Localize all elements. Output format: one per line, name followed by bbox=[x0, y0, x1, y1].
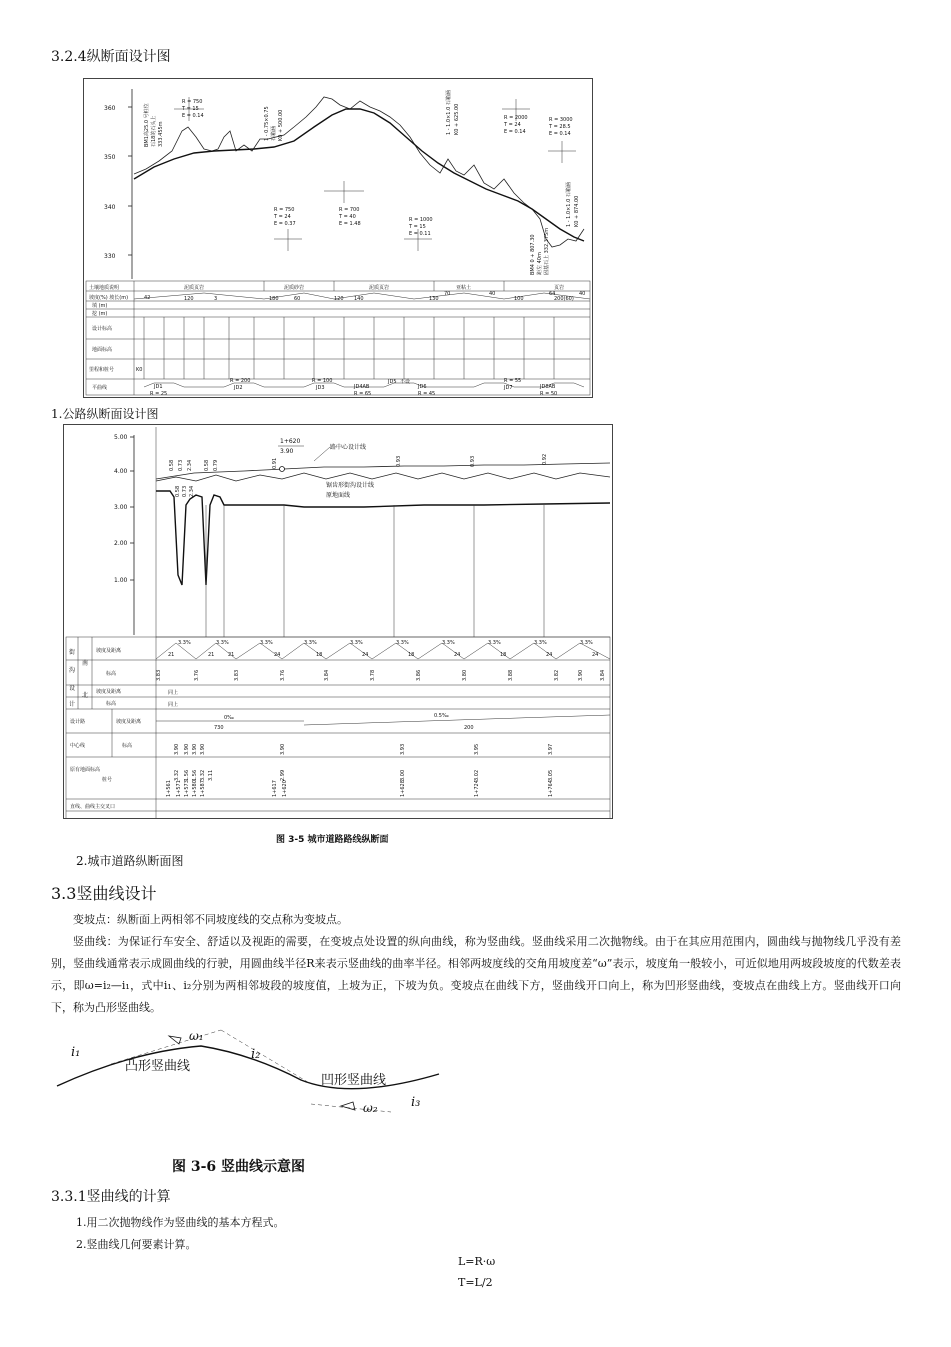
svg-text:JD7: JD7 bbox=[504, 385, 513, 391]
svg-text:0.73: 0.73 bbox=[178, 459, 184, 471]
svg-text:标高: 标高 bbox=[122, 743, 133, 749]
svg-text:南: 南 bbox=[82, 660, 89, 667]
svg-text:挖 (m): 挖 (m) bbox=[92, 311, 108, 317]
svg-text:沟: 沟 bbox=[69, 667, 76, 674]
svg-text:中心线: 中心线 bbox=[70, 743, 86, 749]
svg-text:1+561: 1+561 bbox=[166, 780, 172, 797]
svg-text:2.00: 2.00 bbox=[114, 540, 128, 547]
svg-text:BM4 0 + 807.30: BM4 0 + 807.30 bbox=[530, 234, 536, 275]
svg-text:石箱涵: 石箱涵 bbox=[271, 125, 277, 141]
svg-text:2.34: 2.34 bbox=[189, 485, 195, 497]
paragraph-vertical-curve: 竖曲线：为保证行车安全、舒适以及视距的需要，在变坡点处设置的纵向曲线，称为竖曲线。竖曲线采用二次抛物线。由于在其应用范围内，圆曲线与抛物线几乎没有差别，竖曲线通常表示成圆曲线的行驶，用圆曲线半径R来表示竖曲线的曲率半径。相邻两坡度线的交角用坡度差“ω”表示，坡度角一般较小，可近似地用两坡段坡度的代数差表示，即ω=i₂—i₁，式中i₁、i₂分别为两相邻坡段的坡度值，上坡为正，下坡为负。变坡点在曲线下方，竖曲线开口向上，称为凹形竖曲线，变坡点在曲线上方。竖曲线开口向下，称为凸形竖曲线。 bbox=[51, 935, 901, 1014]
svg-text:0.58: 0.58 bbox=[175, 485, 181, 497]
svg-text:180: 180 bbox=[269, 296, 279, 302]
svg-text:设计标高: 设计标高 bbox=[92, 326, 113, 332]
svg-text:标高: 标高 bbox=[106, 701, 117, 707]
svg-text:E = 0.14: E = 0.14 bbox=[504, 129, 526, 135]
svg-text:1 - 1.0×1.0 石箱涵: 1 - 1.0×1.0 石箱涵 bbox=[566, 182, 572, 227]
stake-start: K0 bbox=[136, 367, 143, 373]
svg-text:T = 15: T = 15 bbox=[409, 224, 426, 230]
y-tick: 340 bbox=[104, 204, 116, 211]
svg-text:3.90: 3.90 bbox=[174, 743, 180, 755]
svg-text:R = 1000: R = 1000 bbox=[409, 217, 433, 223]
number-columns bbox=[144, 317, 554, 379]
svg-text:泥质页岩: 泥质页岩 bbox=[369, 285, 390, 291]
center-len-2: 200 bbox=[464, 725, 474, 731]
svg-text:JD4AB: JD4AB bbox=[354, 384, 370, 390]
i1-label: i₁ bbox=[71, 1045, 81, 1060]
svg-text:R = 45: R = 45 bbox=[418, 391, 436, 397]
svg-text:3.3%: 3.3% bbox=[396, 640, 409, 646]
svg-text:亚粘土: 亚粘土 bbox=[456, 285, 472, 291]
center-group-label: 设计路 bbox=[70, 719, 86, 725]
svg-text:T = 40: T = 40 bbox=[339, 214, 356, 220]
gutter-design-line bbox=[156, 473, 610, 481]
svg-text:JD1: JD1 bbox=[154, 384, 163, 390]
svg-text:T = 15: T = 15 bbox=[182, 106, 199, 112]
svg-text:3.3%: 3.3% bbox=[442, 640, 455, 646]
y-tick: 330 bbox=[104, 253, 116, 260]
svg-text:JD8AB: JD8AB bbox=[540, 384, 556, 390]
item-1: 1.用二次抛物线作为竖曲线的基本方程式。 bbox=[76, 1216, 285, 1229]
svg-text:3.90: 3.90 bbox=[280, 743, 286, 755]
svg-text:1+573: 1+573 bbox=[184, 780, 190, 797]
svg-text:路中心设计线: 路中心设计线 bbox=[330, 444, 367, 451]
svg-text:3.3%: 3.3% bbox=[350, 640, 363, 646]
svg-text:3.82: 3.82 bbox=[554, 669, 560, 681]
svg-text:R = 50: R = 50 bbox=[540, 391, 558, 397]
svg-text:3.90: 3.90 bbox=[578, 669, 584, 681]
svg-text:40: 40 bbox=[579, 291, 586, 297]
svg-text:1+587: 1+587 bbox=[200, 780, 206, 797]
convex-label: 凸形竖曲线 bbox=[125, 1059, 191, 1074]
svg-text:1+617: 1+617 bbox=[272, 780, 278, 797]
svg-text:3.3%: 3.3% bbox=[260, 640, 273, 646]
svg-text:BM1高25.0 号桩位: BM1高25.0 号桩位 bbox=[144, 103, 150, 147]
svg-text:24: 24 bbox=[454, 652, 461, 658]
svg-text:120: 120 bbox=[334, 296, 344, 302]
svg-text:3.78: 3.78 bbox=[370, 669, 376, 681]
svg-text:2.34: 2.34 bbox=[187, 459, 193, 471]
station-value: 3.90 bbox=[280, 448, 294, 455]
svg-text:1.00: 1.00 bbox=[114, 577, 128, 584]
svg-text:0.93: 0.93 bbox=[396, 455, 402, 467]
south-elevations bbox=[156, 670, 606, 681]
svg-text:21: 21 bbox=[208, 652, 215, 658]
svg-text:24: 24 bbox=[362, 652, 369, 658]
svg-text:T = 28.5: T = 28.5 bbox=[549, 124, 571, 130]
svg-text:70: 70 bbox=[444, 291, 451, 297]
svg-text:3.3%: 3.3% bbox=[216, 640, 229, 646]
y-tick: 350 bbox=[104, 154, 116, 161]
item-2: 2.竖曲线几何要素计算。 bbox=[76, 1238, 197, 1251]
svg-text:333.455m: 333.455m bbox=[158, 121, 164, 147]
plan-curve-row bbox=[144, 378, 584, 397]
svg-text:3: 3 bbox=[214, 296, 218, 302]
svg-text:里程和桩号: 里程和桩号 bbox=[89, 367, 115, 373]
w2-label: ω₂ bbox=[363, 1101, 378, 1115]
svg-text:R = 700: R = 700 bbox=[339, 207, 360, 213]
svg-text:平曲线: 平曲线 bbox=[92, 385, 108, 391]
svg-text:页岩: 页岩 bbox=[554, 285, 565, 291]
fig2-title: 图 3-5 城市道路路线纵断面 bbox=[276, 835, 389, 845]
svg-text:3.3%: 3.3% bbox=[534, 640, 547, 646]
fig36-caption: 图 3-6 竖曲线示意图 bbox=[172, 1159, 306, 1175]
svg-text:3.76: 3.76 bbox=[280, 669, 286, 681]
inner-values bbox=[175, 486, 195, 497]
row-labels bbox=[89, 284, 128, 391]
svg-text:200(60): 200(60) bbox=[554, 296, 574, 302]
svg-text:固基石上 332.375m: 固基石上 332.375m bbox=[544, 227, 550, 275]
svg-text:24: 24 bbox=[592, 652, 599, 658]
svg-text:3.3%: 3.3% bbox=[304, 640, 317, 646]
fig1-caption: 1.公路纵断面设计图 bbox=[51, 407, 159, 421]
vertical-curve-diagram bbox=[51, 1024, 451, 1134]
svg-text:JD6: JD6 bbox=[418, 384, 427, 390]
svg-text:填 (m): 填 (m) bbox=[92, 303, 108, 309]
highway-profile-figure bbox=[83, 78, 593, 398]
svg-text:1 - 1.0×1.0 石箱涵: 1 - 1.0×1.0 石箱涵 bbox=[446, 90, 452, 135]
svg-text:K0 + 500.00: K0 + 500.00 bbox=[278, 109, 284, 141]
svg-text:JD5: JD5 bbox=[388, 379, 397, 385]
section-title-3-2-4: 3.2.4纵断面设计图 bbox=[51, 49, 171, 65]
i2-label: i₂ bbox=[251, 1047, 261, 1062]
svg-text:18: 18 bbox=[408, 652, 415, 658]
svg-text:街: 街 bbox=[69, 649, 76, 656]
svg-text:3.80: 3.80 bbox=[462, 669, 468, 681]
svg-text:原有地面标高: 原有地面标高 bbox=[70, 767, 101, 773]
center-grade-1: 0‰ bbox=[224, 715, 234, 721]
svg-text:3.88: 3.88 bbox=[508, 669, 514, 681]
svg-text:0.93: 0.93 bbox=[470, 455, 476, 467]
svg-text:1+580: 1+580 bbox=[192, 780, 198, 797]
svg-text:3.3%: 3.3% bbox=[488, 640, 501, 646]
fig2-caption: 2.城市道路纵断面图 bbox=[76, 854, 184, 868]
svg-text:1+724: 1+724 bbox=[474, 780, 480, 797]
north-elev: 同上 bbox=[168, 702, 179, 708]
svg-text:北: 北 bbox=[82, 692, 89, 699]
svg-text:3.32: 3.32 bbox=[174, 769, 180, 781]
svg-text:4.00: 4.00 bbox=[114, 468, 128, 475]
svg-text:3.76: 3.76 bbox=[194, 669, 200, 681]
svg-text:K0 + 874.00: K0 + 874.00 bbox=[574, 195, 580, 227]
svg-text:42: 42 bbox=[144, 295, 151, 301]
svg-text:石18的石头上: 石18的石头上 bbox=[151, 115, 157, 147]
svg-text:40: 40 bbox=[489, 291, 496, 297]
svg-text:18: 18 bbox=[316, 652, 323, 658]
station-label: 1+620 bbox=[280, 438, 301, 445]
svg-text:E = 0.11: E = 0.11 bbox=[409, 231, 431, 237]
svg-text:3.90: 3.90 bbox=[192, 743, 198, 755]
stakes bbox=[166, 780, 554, 797]
svg-text:R = 25: R = 25 bbox=[150, 391, 168, 397]
svg-text:K0 + 625.00: K0 + 625.00 bbox=[454, 103, 460, 135]
svg-text:坡度及距离: 坡度及距离 bbox=[116, 719, 142, 725]
svg-text:3.02: 3.02 bbox=[474, 769, 480, 781]
svg-text:3.84: 3.84 bbox=[324, 669, 330, 681]
svg-text:3.93: 3.93 bbox=[400, 743, 406, 755]
svg-text:100: 100 bbox=[514, 296, 524, 302]
svg-text:24: 24 bbox=[546, 652, 553, 658]
svg-text:坡度(%) 坡长(m): 坡度(%) 坡长(m) bbox=[89, 295, 129, 301]
svg-text:1+764: 1+764 bbox=[548, 780, 554, 797]
svg-text:130: 130 bbox=[429, 296, 439, 302]
svg-text:21: 21 bbox=[228, 652, 235, 658]
svg-text:120: 120 bbox=[184, 296, 194, 302]
svg-text:E = 0.14: E = 0.14 bbox=[182, 113, 204, 119]
y-ticks bbox=[114, 434, 134, 584]
center-len-1: 730 bbox=[214, 725, 224, 731]
svg-text:1+571: 1+571 bbox=[176, 780, 182, 797]
legend bbox=[314, 443, 374, 499]
svg-text:R = 100: R = 100 bbox=[312, 378, 333, 384]
ground-elevations bbox=[174, 770, 554, 781]
svg-text:T = 24: T = 24 bbox=[504, 122, 521, 128]
svg-text:3.83: 3.83 bbox=[234, 669, 240, 681]
svg-text:60: 60 bbox=[294, 296, 301, 302]
svg-text:设: 设 bbox=[69, 685, 76, 692]
i3-label: i₃ bbox=[411, 1095, 421, 1110]
svg-text:3.97: 3.97 bbox=[548, 743, 554, 755]
svg-text:锯齿形街沟设计线: 锯齿形街沟设计线 bbox=[326, 482, 375, 489]
svg-text:2.99: 2.99 bbox=[280, 769, 286, 781]
svg-text:1.56: 1.56 bbox=[192, 769, 198, 781]
row-labels bbox=[70, 647, 141, 810]
svg-text:0.91: 0.91 bbox=[272, 457, 278, 469]
svg-text:3.00: 3.00 bbox=[400, 769, 406, 781]
svg-text:标高: 标高 bbox=[106, 671, 117, 677]
urban-road-profile-figure bbox=[63, 424, 613, 819]
svg-text:18: 18 bbox=[500, 652, 507, 658]
svg-text:3.11: 3.11 bbox=[208, 769, 214, 781]
svg-text:R = 200: R = 200 bbox=[230, 378, 251, 384]
svg-text:0.73: 0.73 bbox=[182, 485, 188, 497]
formula-t: T=L/2 bbox=[458, 1276, 493, 1289]
y-ticks bbox=[104, 105, 132, 260]
svg-text:距左 40m: 距左 40m bbox=[537, 252, 543, 275]
north-grade: 同上 bbox=[168, 690, 179, 696]
svg-text:0.58: 0.58 bbox=[204, 459, 210, 471]
svg-text:直线、曲线主交叉口: 直线、曲线主交叉口 bbox=[70, 804, 116, 810]
svg-text:R = 65: R = 65 bbox=[354, 391, 372, 397]
section-title-3-3: 3.3竖曲线设计 bbox=[51, 884, 157, 903]
svg-text:坡度及距离: 坡度及距离 bbox=[96, 689, 122, 695]
svg-text:140: 140 bbox=[354, 296, 364, 302]
side-labels bbox=[69, 648, 88, 708]
svg-text:0.58: 0.58 bbox=[169, 459, 175, 471]
w1-label: ω₁ bbox=[189, 1029, 204, 1043]
svg-text:1+620: 1+620 bbox=[282, 780, 288, 797]
y-tick: 360 bbox=[104, 105, 116, 112]
svg-text:0.79: 0.79 bbox=[213, 459, 219, 471]
concave-label: 凹形竖曲线 bbox=[321, 1073, 387, 1088]
svg-text:JD3: JD3 bbox=[316, 385, 325, 391]
center-grade-2: 0.5‰ bbox=[434, 713, 449, 719]
grade-row bbox=[134, 291, 590, 302]
svg-text:3.95: 3.95 bbox=[474, 743, 480, 755]
soil-labels bbox=[184, 284, 564, 291]
svg-text:3.32: 3.32 bbox=[200, 769, 206, 781]
svg-text:1+628: 1+628 bbox=[400, 780, 406, 797]
center-elevations bbox=[174, 744, 554, 755]
svg-text:土壤地质说明: 土壤地质说明 bbox=[89, 285, 120, 291]
formula-l: L=R·ω bbox=[458, 1255, 496, 1268]
svg-text:1.56: 1.56 bbox=[184, 769, 190, 781]
svg-text:3.90: 3.90 bbox=[200, 743, 206, 755]
svg-text:地面标高: 地面标高 bbox=[92, 347, 113, 353]
svg-text:3.90: 3.90 bbox=[184, 743, 190, 755]
svg-text:T = 24: T = 24 bbox=[274, 214, 291, 220]
svg-text:R = 2000: R = 2000 bbox=[504, 115, 528, 121]
svg-text:3.84: 3.84 bbox=[600, 669, 606, 681]
svg-text:R = 750: R = 750 bbox=[274, 207, 295, 213]
svg-text:E = 0.14: E = 0.14 bbox=[549, 131, 571, 137]
svg-text:0.92: 0.92 bbox=[542, 453, 548, 465]
top-values bbox=[169, 454, 548, 471]
body-paragraphs bbox=[51, 909, 901, 1019]
svg-text:R = 750: R = 750 bbox=[182, 99, 203, 105]
svg-text:3.00: 3.00 bbox=[114, 504, 128, 511]
svg-text:1 - 0.75×0.75: 1 - 0.75×0.75 bbox=[264, 106, 270, 141]
svg-text:E = 0.37: E = 0.37 bbox=[274, 221, 296, 227]
svg-text:3.3%: 3.3% bbox=[580, 640, 593, 646]
svg-text:3.05: 3.05 bbox=[548, 769, 554, 781]
paragraph-change-point: 变坡点：纵断面上两相邻不同坡度线的交点称为变坡点。 bbox=[73, 913, 348, 926]
svg-text:R = 55: R = 55 bbox=[504, 378, 522, 384]
svg-text:64: 64 bbox=[549, 291, 556, 297]
svg-text:桩号: 桩号 bbox=[102, 777, 113, 783]
svg-text:JD2: JD2 bbox=[234, 385, 243, 391]
svg-text:计: 计 bbox=[69, 701, 76, 708]
svg-text:24: 24 bbox=[274, 652, 281, 658]
svg-text:5.00: 5.00 bbox=[114, 434, 128, 441]
svg-text:不设: 不设 bbox=[400, 379, 411, 385]
svg-text:泥质页岩: 泥质页岩 bbox=[184, 285, 205, 291]
svg-text:坡度及距离: 坡度及距离 bbox=[96, 648, 122, 654]
svg-text:原地面线: 原地面线 bbox=[326, 492, 351, 499]
curve-labels bbox=[181, 99, 573, 237]
svg-text:R = 3000: R = 3000 bbox=[549, 117, 573, 123]
svg-text:泥质砂岩: 泥质砂岩 bbox=[284, 285, 305, 291]
svg-text:E = 1.48: E = 1.48 bbox=[339, 221, 361, 227]
svg-text:3.3%: 3.3% bbox=[178, 640, 191, 646]
svg-text:21: 21 bbox=[168, 652, 175, 658]
south-distances bbox=[168, 652, 598, 658]
section-title-3-3-1: 3.3.1竖曲线的计算 bbox=[51, 1189, 171, 1205]
svg-text:3.86: 3.86 bbox=[416, 669, 422, 681]
svg-text:3.83: 3.83 bbox=[156, 669, 162, 681]
